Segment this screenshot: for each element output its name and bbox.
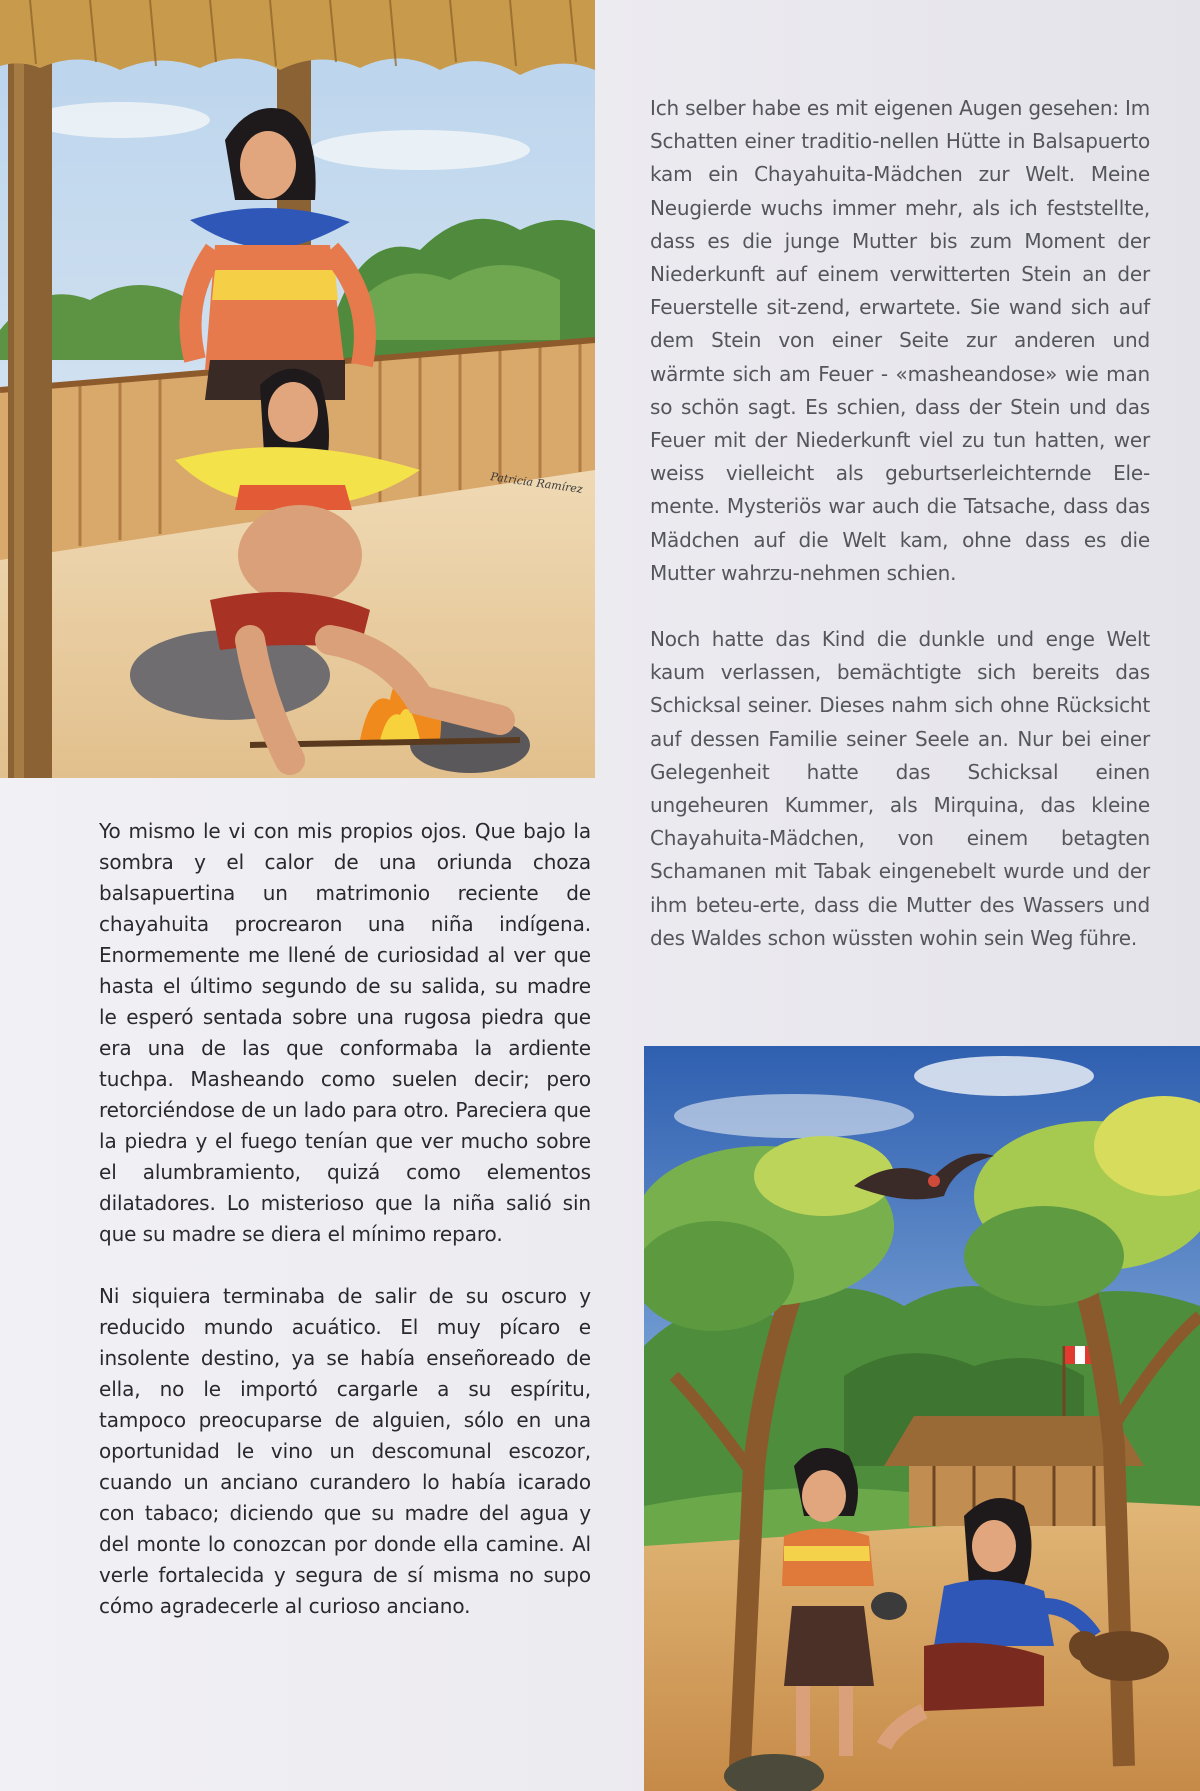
- german-paragraph-2: Noch hatte das Kind die dunkle und enge Welt kaum verlassen, bemächtigte sich bereits das Schicksal seiner. Dieses nahm sich ohne Rücksicht auf dessen Familie seiner Seele an. Nur bei einer Gelegenheit hatte das Schicksal einen ungeheuren Kummer, als Mirquina, das kleine Chayahuita-Mädchen, von einem betagten Schamanen mit Tabak eingenebelt wurde und der ihm beteu-erte, dass die Mutter des Wassers und des Waldes schon wüssten wohin sein Weg führe.: [650, 627, 1150, 950]
- spanish-paragraph-2: Ni siquiera terminaba de salir de su oscuro y reducido mundo acuático. El muy pícaro e insolente destino, ya se había enseñoreado de ella, no le importó cargarle a su espíritu, tampoco preocuparse de alguien, sólo en una oportunidad le vino un descomunal escozor, cuando un anciano curandero lo había icarado con tabaco; diciendo que su madre del agua y del monte lo conozcan por donde ella camine. Al verle fortalecida y segura de sí misma no supo cómo agradecerle al curioso anciano.: [99, 1284, 591, 1618]
- village-scene-illustration: [644, 1046, 1200, 1791]
- german-paragraph-1: Ich selber habe es mit eigenen Augen gesehen: Im Schatten einer traditio-nellen Hütte in Balsapuerto kam ein Chayahuita-Mädchen zur Welt. Meine Neugierde wuchs immer mehr, als ich feststellte, dass es die junge Mutter bis zum Moment der Niederkunft auf einem verwitterten Stein an der Feuerstelle sit-zend, erwartete. Sie wand sich auf dem Stein von einer Seite zur anderen und wärmte sich am Feuer - «masheandose» wie man so schön sagt. Es schien, dass der Stein und das Feuer mit der Niederkunft viel zu tun hatten, wer weiss vielleicht als geburtserleichternde Ele-mente. Mysteriös war auch die Tatsache, dass das Mädchen auf die Welt kam, ohne dass es die Mutter wahrzu-nehmen schien.: [650, 96, 1150, 585]
- spanish-text-column: [99, 816, 591, 1622]
- german-text-column: [650, 92, 1150, 955]
- birth-scene-drawing: [0, 0, 595, 778]
- birth-scene-illustration: [0, 0, 595, 778]
- village-scene-drawing: [644, 1046, 1200, 1791]
- artist-signature: Patricia Ramírez: [489, 470, 584, 496]
- spanish-paragraph-1: Yo mismo le vi con mis propios ojos. Que bajo la sombra y el calor de una oriunda choza balsapuertina un matrimonio reciente de chayahuita procrearon una niña indígena. Enormemente me llené de curiosidad al ver que hasta el último segundo de su salida, su madre le esperó sentada sobre una rugosa piedra que era una de las que conformaba la ardiente tuchpa. Masheando como suelen decir; pero retorciéndose de un lado para otro. Pareciera que la piedra y el fuego tenían que ver mucho sobre el alumbramiento, quizá como elementos dilatadores. Lo misterioso que la niña salió sin que su madre se diera el mínimo reparo.: [99, 819, 591, 1246]
